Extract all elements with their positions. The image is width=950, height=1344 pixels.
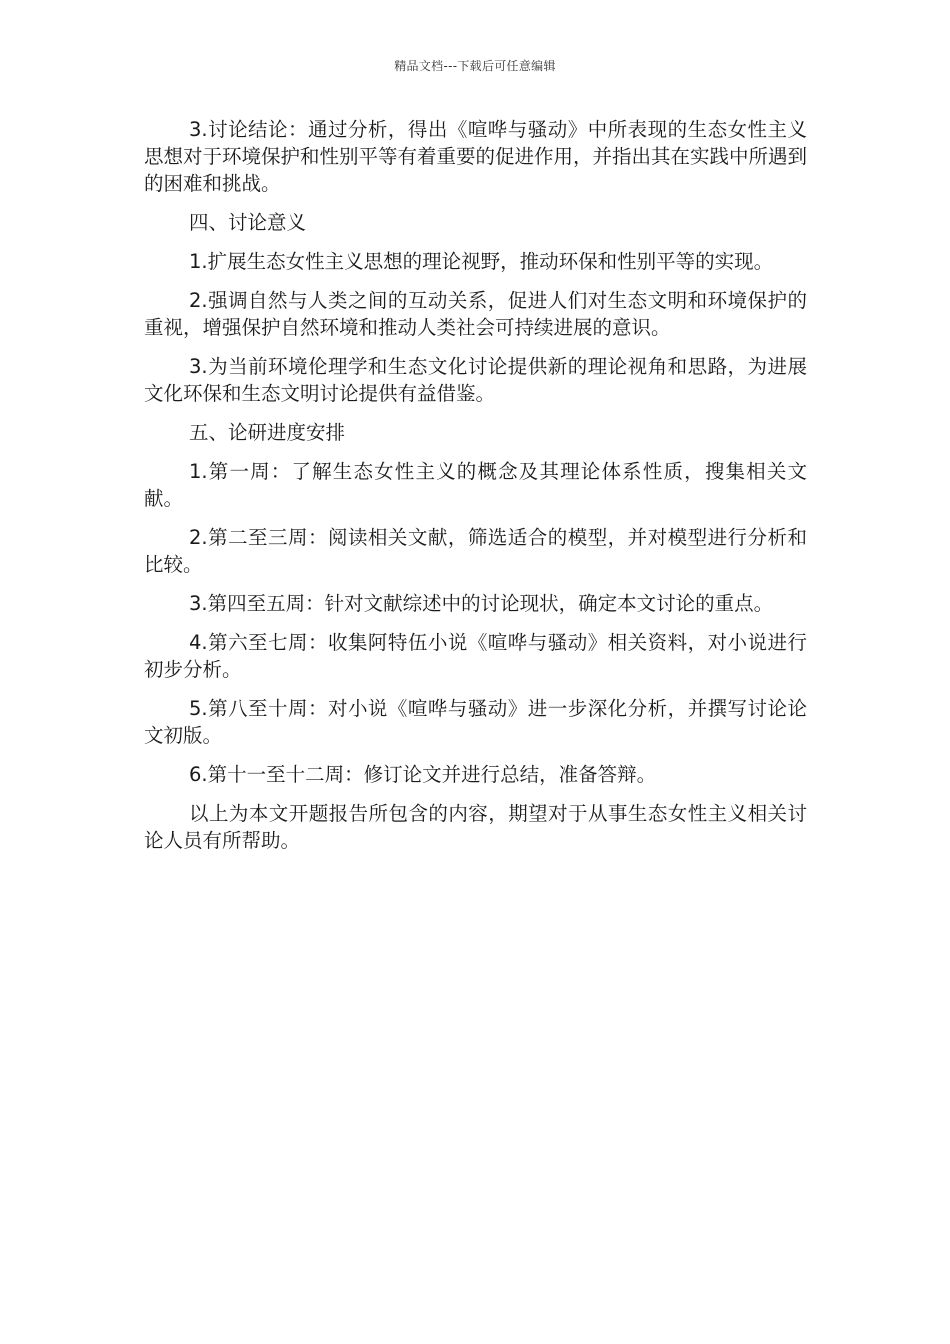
document-body [144,116,807,866]
schedule-item-1: 1.第一周：了解生态女性主义的概念及其理论体系性质，搜集相关文献。 [144,460,807,510]
paragraph-significance-1: 1.扩展生态女性主义思想的理论视野，推动环保和性别平等的实现。 [189,250,774,273]
paragraph-significance-3: 3.为当前环境伦理学和生态文化讨论提供新的理论视角和思路，为进展文化环保和生态文明讨论提供有益借鉴。 [144,355,807,405]
paragraph-conclusion: 3.讨论结论：通过分析，得出《喧哗与骚动》中所表现的生态女性主义思想对于环境保护和性别平等有着重要的促进作用，并指出其在实践中所遇到的困难和挑战。 [144,118,808,195]
schedule-item-6: 6.第十一至十二周：修订论文并进行总结，准备答辩。 [189,763,657,786]
schedule-item-3: 3.第四至五周：针对文献综述中的讨论现状，确定本文讨论的重点。 [189,592,774,615]
section-heading-schedule: 五、论研进度安排 [189,421,346,444]
paragraph-significance-2: 2.强调自然与人类之间的互动关系，促进人们对生态文明和环境保护的重视，增强保护自然环境和推动人类社会可持续进展的意识。 [144,289,807,339]
schedule-item-4: 4.第六至七周：收集阿特伍小说《喧哗与骚动》相关资料，对小说进行初步分析。 [144,631,807,681]
closing-paragraph: 以上为本文开题报告所包含的内容，期望对于从事生态女性主义相关讨论人员有所帮助。 [144,802,807,852]
page-header: 精品文档---下载后可任意编辑 [394,59,556,73]
schedule-item-2: 2.第二至三周：阅读相关文献，筛选适合的模型，并对模型进行分析和比较。 [144,526,807,576]
section-heading-significance: 四、讨论意义 [189,211,307,234]
schedule-item-5: 5.第八至十周：对小说《喧哗与骚动》进一步深化分析，并撰写讨论论文初版。 [144,697,807,747]
